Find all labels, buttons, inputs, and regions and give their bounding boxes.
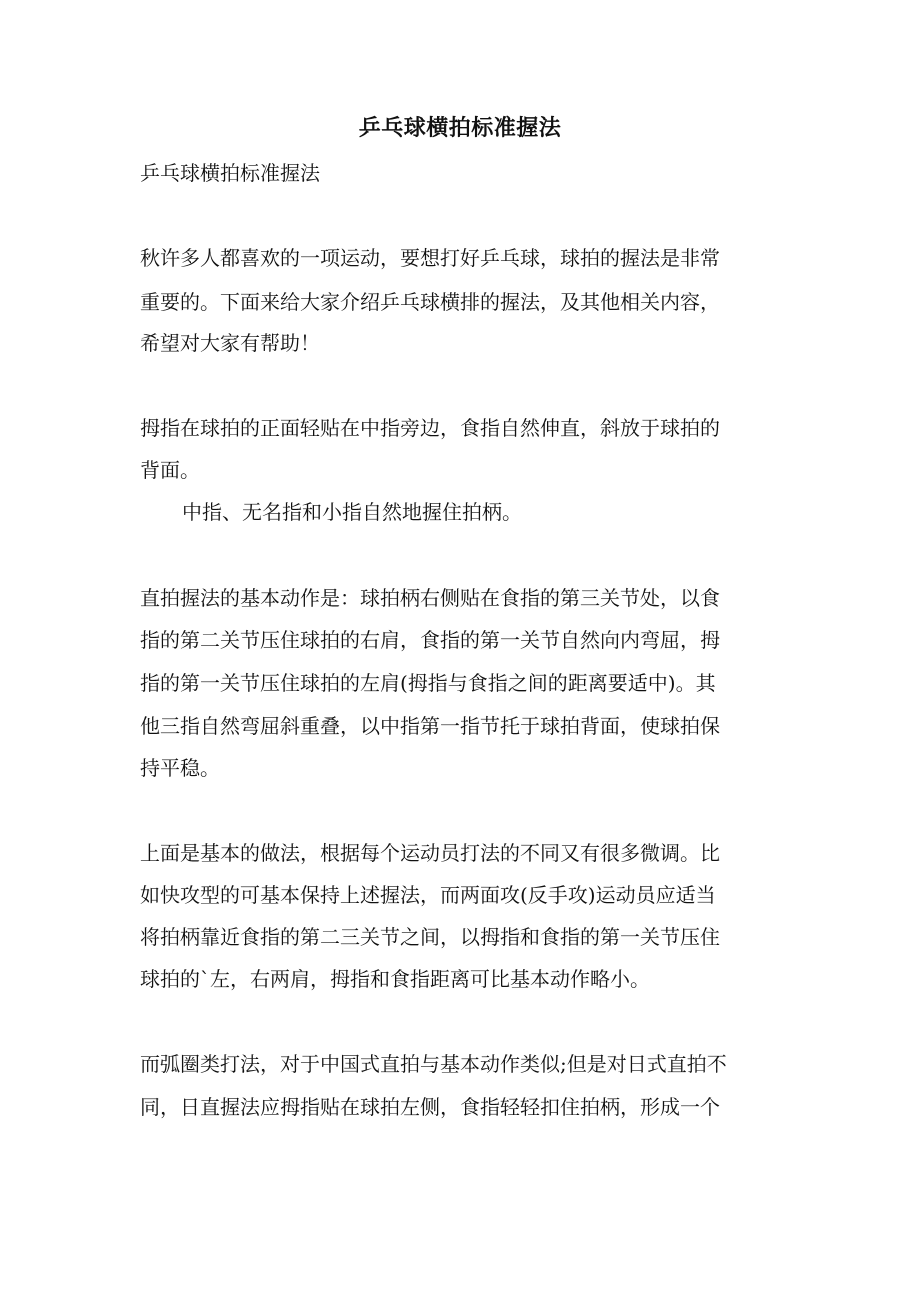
paragraph-line: 同，日直握法应拇指贴在球拍左侧，食指轻轻扣住拍柄，形成一个	[140, 1095, 720, 1119]
paragraph-line: 持平稳。	[140, 756, 220, 780]
paragraph-line: 拇指在球拍的正面轻贴在中指旁边，食指自然伸直，斜放于球拍的	[140, 416, 720, 440]
paragraph-line: 指的第二关节压住球拍的右肩，食指的第一关节自然向内弯屈，拇	[140, 628, 720, 652]
paragraph-line: 直拍握法的基本动作是：球拍柄右侧贴在食指的第三关节处，以食	[140, 586, 720, 610]
document-title: 乒乓球横拍标准握法	[358, 115, 562, 141]
paragraph-line: 背面。	[140, 458, 200, 482]
document-subtitle: 乒乓球横拍标准握法	[140, 161, 320, 185]
paragraph-line: 他三指自然弯屈斜重叠，以中指第一指节托于球拍背面，使球拍保	[140, 714, 720, 738]
paragraph-line: 重要的。下面来给大家介绍乒乓球横排的握法，及其他相关内容，	[140, 290, 720, 314]
paragraph-line: 指的第一关节压住球拍的左肩(拇指与食指之间的距离要适中)。其	[140, 671, 716, 695]
paragraph-line: 如快攻型的可基本保持上述握法，而两面攻(反手攻)运动员应适当	[140, 883, 716, 907]
paragraph-line: 球拍的`左，右两肩，拇指和食指距离可比基本动作略小。	[140, 967, 650, 991]
paragraph-line: 而弧圈类打法，对于中国式直拍与基本动作类似;但是对日式直拍不	[140, 1052, 727, 1076]
paragraph-line: 秋许多人都喜欢的一项运动，要想打好乒乓球，球拍的握法是非常	[140, 246, 720, 270]
paragraph-line: 希望对大家有帮助！	[140, 331, 320, 355]
paragraph-line: 中指、无名指和小指自然地握住拍柄。	[182, 500, 522, 524]
paragraph-line: 上面是基本的做法，根据每个运动员打法的不同又有很多微调。比	[140, 841, 720, 865]
paragraph-line: 将拍柄靠近食指的第二三关节之间，以拇指和食指的第一关节压住	[140, 925, 720, 949]
